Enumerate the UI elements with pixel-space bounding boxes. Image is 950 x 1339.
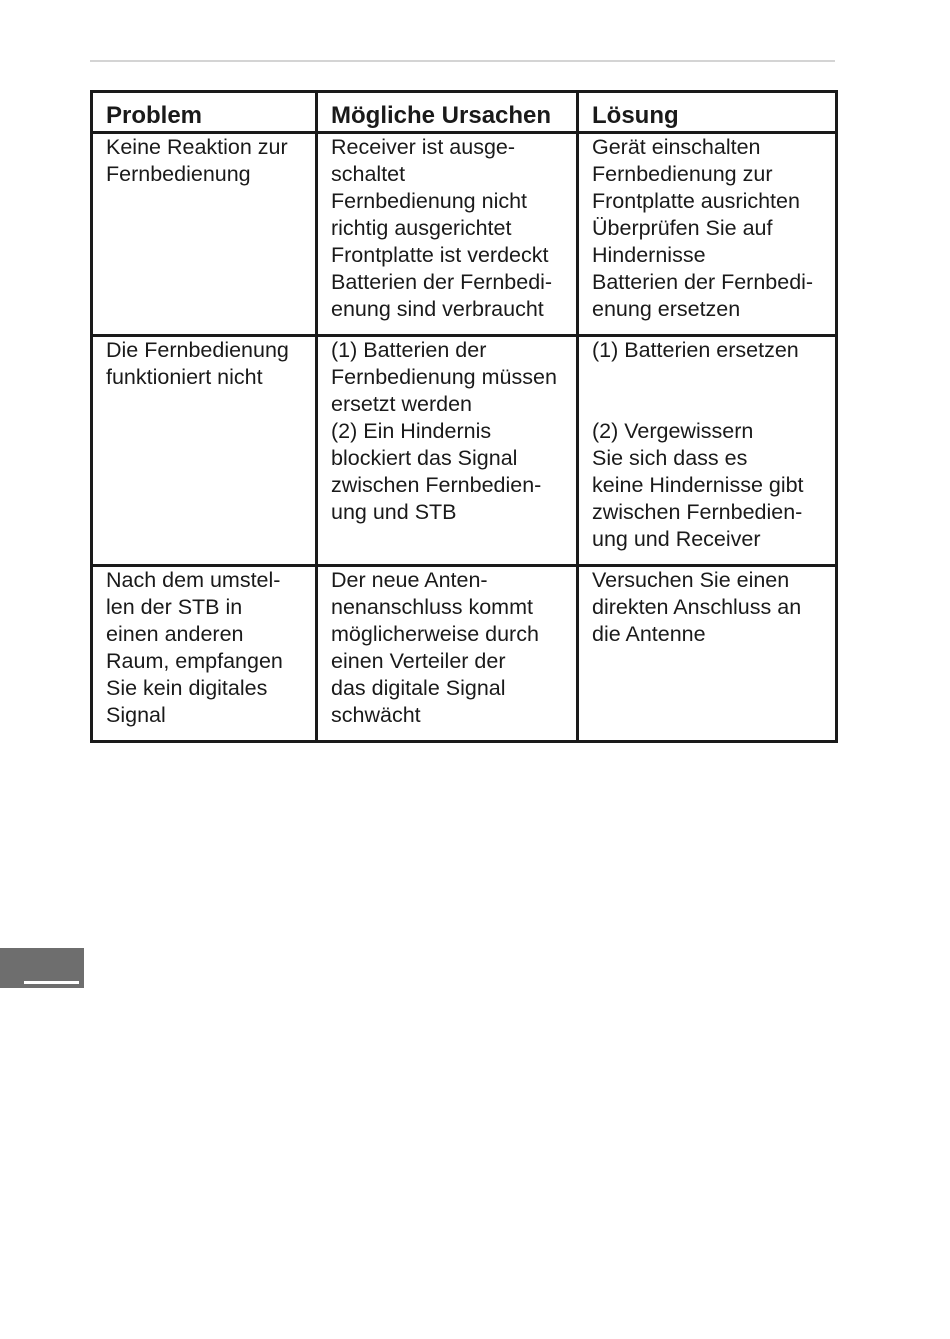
spacer	[592, 364, 823, 391]
text-line: Sie sich dass es	[592, 446, 748, 470]
problem-cell	[92, 133, 317, 336]
top-rule	[90, 60, 835, 62]
text-line: ersetzt werden	[331, 392, 473, 416]
section-tab	[0, 948, 84, 988]
causes-cell	[317, 336, 578, 566]
table-row	[92, 336, 837, 566]
text-line: Überprüfen Sie auf	[592, 216, 773, 240]
table-row	[92, 566, 837, 742]
text-line: Fernbedienung nicht	[331, 189, 528, 213]
problem-cell	[92, 566, 317, 742]
text-line: ung und Receiver	[592, 527, 761, 551]
causes-cell	[317, 566, 578, 742]
text-line: Keine Reaktion zur	[106, 135, 288, 159]
text-line: Fernbedienung	[106, 162, 251, 186]
text-line: Raum, empfangen	[106, 649, 283, 673]
header-solution: Lösung	[578, 92, 837, 133]
text-line: Der neue Anten-	[331, 568, 488, 592]
text-line: möglicherweise durch	[331, 622, 539, 646]
text-line: Hindernisse	[592, 243, 706, 267]
text-line: enung ersetzen	[592, 297, 741, 321]
text-line: ung und STB	[331, 500, 457, 524]
text-line: Frontplatte ist verdeckt	[331, 243, 549, 267]
spacer	[592, 391, 823, 418]
text-line: zwischen Fernbedien-	[592, 500, 803, 524]
text-line: die Antenne	[592, 622, 706, 646]
text-line: schaltet	[331, 162, 406, 186]
text-line: funktioniert nicht	[106, 365, 263, 389]
text-line: enung sind verbraucht	[331, 297, 544, 321]
table-row	[92, 133, 837, 336]
text-line: Versuchen Sie einen	[592, 568, 790, 592]
header-causes: Mögliche Ursachen	[317, 92, 578, 133]
text-line: Nach dem umstel-	[106, 568, 281, 592]
text-line: (2) Vergewissern	[592, 419, 754, 443]
causes-cell	[317, 133, 578, 336]
text-line: Receiver ist ausge-	[331, 135, 516, 159]
text-line: blockiert das Signal	[331, 446, 518, 470]
problem-cell	[92, 336, 317, 566]
text-line: schwächt	[331, 703, 421, 727]
table-header-row	[92, 92, 837, 133]
text-line: Die Fernbedienung	[106, 338, 289, 362]
solution-cell	[578, 566, 837, 742]
solution-cell	[578, 133, 837, 336]
text-line: zwischen Fernbedien-	[331, 473, 542, 497]
text-line: direkten Anschluss an	[592, 595, 802, 619]
text-line: (1) Batterien der	[331, 338, 487, 362]
text-line: (2) Ein Hindernis	[331, 419, 492, 443]
text-line: len der STB in	[106, 595, 243, 619]
text-line: Batterien der Fernbedi-	[331, 270, 553, 294]
section-tab-underline	[24, 981, 79, 984]
text-line: einen Verteiler der	[331, 649, 506, 673]
troubleshooting-table	[90, 90, 838, 743]
text-line: nenanschluss kommt	[331, 595, 533, 619]
text-line: Fernbedienung zur	[592, 162, 773, 186]
text-line: Signal	[106, 703, 166, 727]
text-line: Frontplatte ausrichten	[592, 189, 800, 213]
solution-cell	[578, 336, 837, 566]
text-line: das digitale Signal	[331, 676, 506, 700]
header-problem: Problem	[92, 92, 317, 133]
text-line: Batterien der Fernbedi-	[592, 270, 814, 294]
text-line: keine Hindernisse gibt	[592, 473, 804, 497]
text-line: richtig ausgerichtet	[331, 216, 512, 240]
text-line: einen anderen	[106, 622, 244, 646]
text-line: (1) Batterien ersetzen	[592, 338, 799, 362]
text-line: Sie kein digitales	[106, 676, 268, 700]
text-line: Gerät einschalten	[592, 135, 761, 159]
text-line: Fernbedienung müssen	[331, 365, 557, 389]
